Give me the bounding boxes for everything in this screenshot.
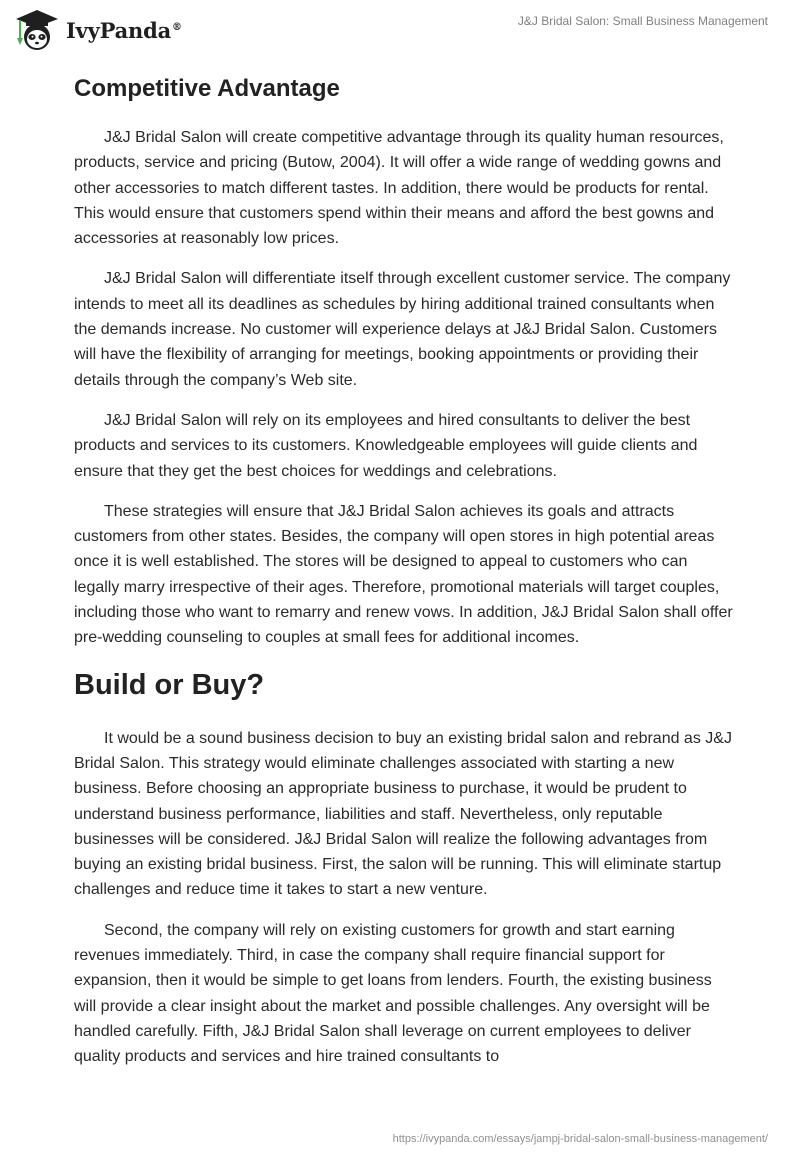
panda-graduate-icon (14, 8, 60, 52)
paragraph: J&J Bridal Salon will rely on its employees and hired consultants to deliver the best products and services to its customers. Knowledgeable employees will guide clients and ensure that they get the best choices for weddings and celebrations. (74, 411, 698, 480)
page-header (0, 0, 800, 64)
essay-content (74, 70, 734, 1085)
paragraph: Second, the company will rely on existing customers for growth and start earning revenues immediately. Third, in case the company shall require financial support for expansion, then it would be simple to get loans from lenders. Fourth, the existing business will provide a clear insight about the market and possible challenges. Any oversight will be handled carefully. Fifth, J&J Bridal Salon shall leverage on current employees to deliver quality products and services and hire trained consultants to (74, 921, 712, 1066)
document-title: J&J Bridal Salon: Small Business Management (517, 14, 768, 28)
registered-mark: ® (172, 21, 182, 33)
paragraph: J&J Bridal Salon will create competitive advantage through its quality human resources, products, service and pricing (Butow, 2004). It will offer a wide range of wedding gowns and other accessories to match different tastes. In addition, there would be products for rental. This would ensure that customers spend within their means and afford the best gowns and accessories at reasonably low prices. (74, 129, 724, 248)
logo-text: IvyPanda® (66, 17, 182, 43)
source-url[interactable]: https://ivypanda.com/essays/jampj-bridal-salon-small-business-management/ (392, 1133, 768, 1145)
paragraph: J&J Bridal Salon will differentiate itself through excellent customer service. The company intends to meet all its deadlines as schedules by hiring additional trained consultants when the demands increase. No customer will experience delays at J&J Bridal Salon. Customers will have the flexibility of arranging for meetings, booking appointments or providing their details through the company’s Web site. (74, 270, 731, 389)
heading-competitive-advantage: Competitive Advantage (74, 75, 340, 102)
paragraph: These strategies will ensure that J&J Bridal Salon achieves its goals and attracts customers from other states. Besides, the company will open stores in high potential areas once it is well established. The stores will be designed to appeal to customers who can legally marry irrespective of their ages. Therefore, promotional materials will target couples, including those who want to remarry and renew vows. In addition, J&J Bridal Salon shall offer pre-wedding counseling to couples at small fees for additional incomes. (74, 502, 733, 647)
heading-build-or-buy: Build or Buy? (74, 668, 265, 701)
ivypanda-logo[interactable] (14, 8, 182, 52)
paragraph: It would be a sound business decision to buy an existing bridal salon and rebrand as J&J Bridal Salon. This strategy would eliminate challenges associated with starting a new business. Before choosing an appropriate business to purchase, it would be prudent to understand business performance, liabilities and staff. Nevertheless, only reputable businesses will be considered. J&J Bridal Salon will realize the following advantages from buying an existing bridal business. First, the salon will be running. This will eliminate startup challenges and reduce time it takes to start a new venture. (74, 729, 732, 899)
